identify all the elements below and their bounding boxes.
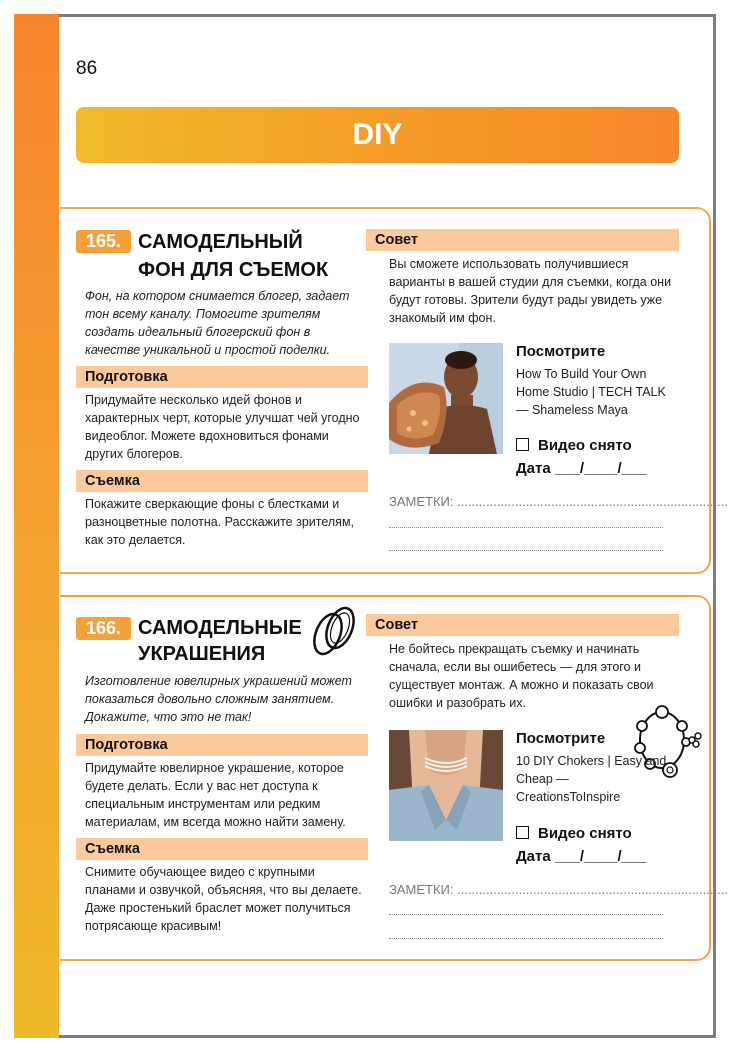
page-number: 86: [76, 58, 98, 79]
tip-label: Совет: [366, 229, 679, 251]
video-done-checkbox[interactable]: [516, 826, 529, 839]
date-field[interactable]: Дата ___/____/___: [516, 848, 647, 865]
date-field[interactable]: Дата ___/____/___: [516, 460, 647, 477]
entry-title: [138, 230, 328, 282]
watch-video-title: 10 DIY Chokers | Easy and Cheap — CreationsToInspire: [516, 754, 667, 804]
entry-title-line1: САМОДЕЛЬНЫЕ: [138, 617, 302, 639]
entry-title-line2: ФОН ДЛЯ СЪЕМОК: [138, 259, 329, 281]
entry-intro: Фон, на котором снимается блогер, задает тон всему каналу. Помогите зрителям создать идеальный блогерский фон в качестве уникальной и простой поделки.: [85, 289, 350, 357]
entry-title: [138, 616, 302, 666]
video-thumbnail-choker: [389, 730, 503, 841]
shoot-label: Съемка: [76, 470, 368, 492]
tip-text: Не бойтесь прекращать съемку и начинать сначала, если вы ошибетесь — для этого и существует монтаж. А можно и показать свои ошибки и разобрать их.: [389, 642, 654, 710]
entry-number-badge: 165.: [76, 230, 131, 253]
notes-field[interactable]: ЗАМЕТКИ: ...........................................................................: [389, 494, 728, 509]
watch-label: Посмотрите: [516, 343, 606, 360]
notes-field[interactable]: ЗАМЕТКИ: ...........................................................................: [389, 882, 728, 897]
video-done-checkbox[interactable]: [516, 438, 529, 451]
notes-line: [389, 914, 663, 915]
video-done-row: [516, 825, 632, 842]
prep-text: Придумайте ювелирное украшение, которое будете делать. Если у вас нет доступа к специальным инструментам или редким материалам, им всегда можно найти замену.: [85, 761, 346, 829]
prep-label: Подготовка: [76, 734, 368, 756]
entry-number-badge: 166.: [76, 617, 131, 640]
shoot-text: Снимите обучающее видео с крупными планами и озвучкой, объясняя, что вы делаете. Даже простенький браслет может получиться потрясающе красивым!: [85, 865, 362, 933]
notes-line: [389, 938, 663, 939]
watch-label: Посмотрите: [516, 730, 606, 747]
video-done-label: Видео снято: [538, 437, 632, 454]
watch-video-title: How To Build Your Own Home Studio | TECH TALK — Shameless Maya: [516, 367, 666, 417]
side-color-bar: [14, 14, 59, 1038]
section-header: DIY: [76, 107, 679, 163]
video-thumbnail-woman-fabric: [389, 343, 503, 454]
notes-line: [389, 550, 663, 551]
notes-line: [389, 527, 663, 528]
photo-illustration: [389, 343, 503, 454]
shoot-label: Съемка: [76, 838, 368, 860]
tip-label: Совет: [366, 614, 679, 636]
entry-title-line1: САМОДЕЛЬНЫЙ: [138, 231, 303, 253]
entry-title-line2: УКРАШЕНИЯ: [138, 643, 266, 665]
shoot-text: Покажите сверкающие фоны с блестками и разноцветные полотна. Расскажите зрителям, как это делается.: [85, 497, 355, 547]
video-done-row: [516, 437, 632, 454]
entry-intro: Изготовление ювелирных украшений может показаться довольно сложным занятием. Докажите, что это не так!: [85, 674, 352, 724]
photo-illustration: [389, 730, 503, 841]
video-done-label: Видео снято: [538, 825, 632, 842]
prep-label: Подготовка: [76, 366, 368, 388]
tip-text: Вы сможете использовать получившиеся варианты в вашей студии для съемки, когда они будут готовы. Зрители будут рады увидеть уже знакомый им фон.: [389, 257, 672, 325]
rings-icon: [308, 602, 360, 658]
prep-text: Придумайте несколько идей фонов и характерных черт, которые улучшат чей угодно видеоблог. Можете вдохновиться фонами других блогеров.: [85, 393, 360, 461]
